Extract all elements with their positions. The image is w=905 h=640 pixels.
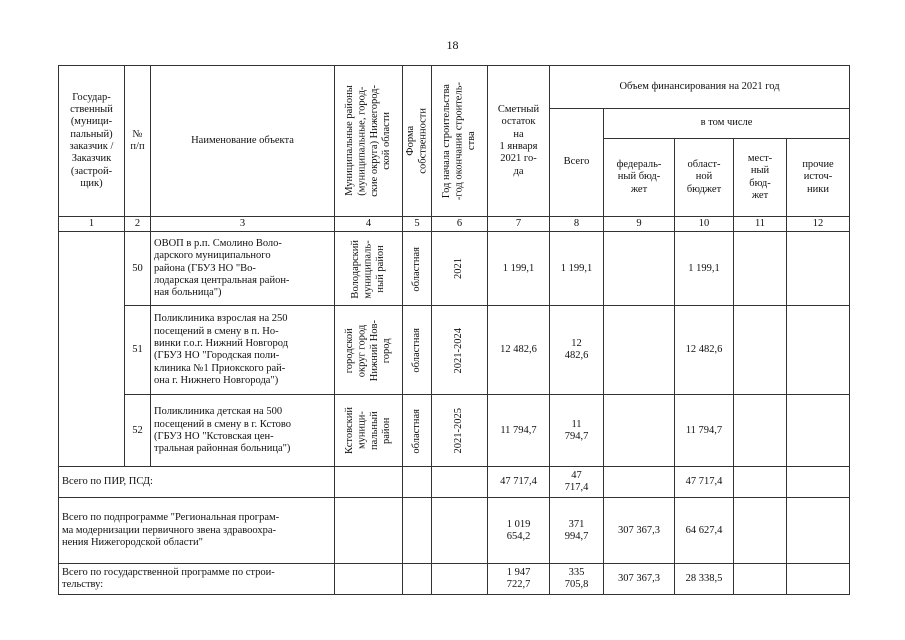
column-index: 2 [125,217,151,232]
empty-cell [403,467,432,498]
federal-value [604,395,675,467]
column-index: 12 [787,217,850,232]
years: 2021-2025 [453,408,465,454]
years: 2021-2024 [453,327,465,374]
federal-value: 307 367,3 [604,498,675,564]
row-num: 52 [125,395,151,467]
total-value: 371 994,7 [550,498,604,564]
object-name: ОВОП в р.п. Смолино Воло- дарского муниципального района (ГБУЗ НО "Во- лодарская центральная район- ная больница") [151,232,335,306]
years-cell [432,232,488,306]
header-object-name: Наименование объекта [151,66,335,217]
regional-value: 47 717,4 [675,467,734,498]
municipality: Кстовский муници- пальный район [343,407,392,455]
total-value: 1 199,1 [550,232,604,306]
column-index: 4 [335,217,403,232]
estimate-value: 11 794,7 [488,395,550,467]
local-value [734,232,787,306]
totals-label: Всего по ПИР, ПСД: [59,467,335,498]
header-ownership: Форма собственности [404,108,428,174]
header-including: в том числе [604,109,850,139]
customer-cell [59,232,125,467]
federal-value [604,306,675,395]
column-index: 6 [432,217,488,232]
header-estimate: Сметный остаток на 1 января 2021 го- да [488,66,550,217]
header-funding: Объем финансирования на 2021 год [550,66,850,109]
municipality-cell [335,306,403,395]
estimate-value: 1 947 722,7 [488,564,550,595]
header-customer: Государ- ственный (муници- пальный) заказчик / Заказчик (застрой- щик) [59,66,125,217]
empty-cell [432,564,488,595]
header-other: прочие источ- ники [787,139,850,217]
empty-cell [432,498,488,564]
ownership-cell [403,306,432,395]
column-index: 7 [488,217,550,232]
table-row [59,395,850,467]
local-value [734,306,787,395]
header-years-cell [432,66,488,217]
local-value [734,498,787,564]
federal-value [604,232,675,306]
page-number: 18 [446,38,459,52]
empty-cell [335,564,403,595]
ownership-cell [403,395,432,467]
estimate-value: 12 482,6 [488,306,550,395]
header-municipality: Муниципальные районы (муниципальные, город- ские округа) Нижегород- ской области [343,85,392,197]
federal-value [604,467,675,498]
ownership: областная [410,408,422,454]
column-index: 1 [59,217,125,232]
row-num: 51 [125,306,151,395]
regional-value: 12 482,6 [675,306,734,395]
local-value [734,395,787,467]
years: 2021 [453,258,465,280]
totals-row [59,498,850,564]
other-value [787,395,850,467]
header-ownership-cell [403,66,432,217]
other-value [787,467,850,498]
regional-value: 1 199,1 [675,232,734,306]
header-regional: област- ной бюджет [675,139,734,217]
local-value [734,564,787,595]
municipality-cell [335,395,403,467]
empty-cell [335,498,403,564]
years-cell [432,395,488,467]
municipality-cell [335,232,403,306]
other-value [787,564,850,595]
totals-label: Всего по государственной программе по строи- тельству: [59,564,335,595]
estimate-value: 1 199,1 [488,232,550,306]
other-value [787,232,850,306]
header-years: Год начала строительства -год окончания строитель- ства [440,81,477,201]
financing-table [58,65,850,595]
column-index-row [59,217,850,232]
header-municipality-cell [335,66,403,217]
ownership: областная [410,328,422,373]
column-index: 8 [550,217,604,232]
empty-cell [335,467,403,498]
column-index: 5 [403,217,432,232]
total-value: 12 482,6 [550,306,604,395]
header-federal: федераль- ный бюд- жет [604,139,675,217]
table-row [59,232,850,306]
column-index: 3 [151,217,335,232]
header-num: № п/п [125,66,151,217]
total-value: 11 794,7 [550,395,604,467]
object-name: Поликлиника взрослая на 250 посещений в смену в п. Но- винки г.о.г. Нижний Новгород (ГБУЗ НО "Городская поли- клиника №1 Приокского рай- она г. Нижнего Новгорода") [151,306,335,395]
ownership: областная [410,246,422,292]
municipality: городской округ город Нижний Нов- город [343,319,392,381]
municipality: Володарский муниципаль- ный район [349,239,386,299]
totals-label: Всего по подпрограмме "Региональная програм- ма модернизации первичного звена здравоохра- нения Нижегородской области" [59,498,335,564]
empty-cell [403,498,432,564]
empty-cell [403,564,432,595]
column-index: 10 [675,217,734,232]
totals-row [59,467,850,498]
regional-value: 64 627,4 [675,498,734,564]
other-value [787,498,850,564]
row-num: 50 [125,232,151,306]
header-total: Всего [550,109,604,217]
total-value: 47 717,4 [550,467,604,498]
estimate-value: 47 717,4 [488,467,550,498]
regional-value: 11 794,7 [675,395,734,467]
column-index: 9 [604,217,675,232]
header-local: мест- ный бюд- жет [734,139,787,217]
empty-cell [432,467,488,498]
other-value [787,306,850,395]
column-index: 11 [734,217,787,232]
years-cell [432,306,488,395]
local-value [734,467,787,498]
total-value: 335 705,8 [550,564,604,595]
ownership-cell [403,232,432,306]
federal-value: 307 367,3 [604,564,675,595]
table-row [59,306,850,395]
estimate-value: 1 019 654,2 [488,498,550,564]
regional-value: 28 338,5 [675,564,734,595]
totals-row [59,564,850,595]
object-name: Поликлиника детская на 500 посещений в смену в г. Кстово (ГБУЗ НО "Кстовская цен- тральная районная больница") [151,395,335,467]
